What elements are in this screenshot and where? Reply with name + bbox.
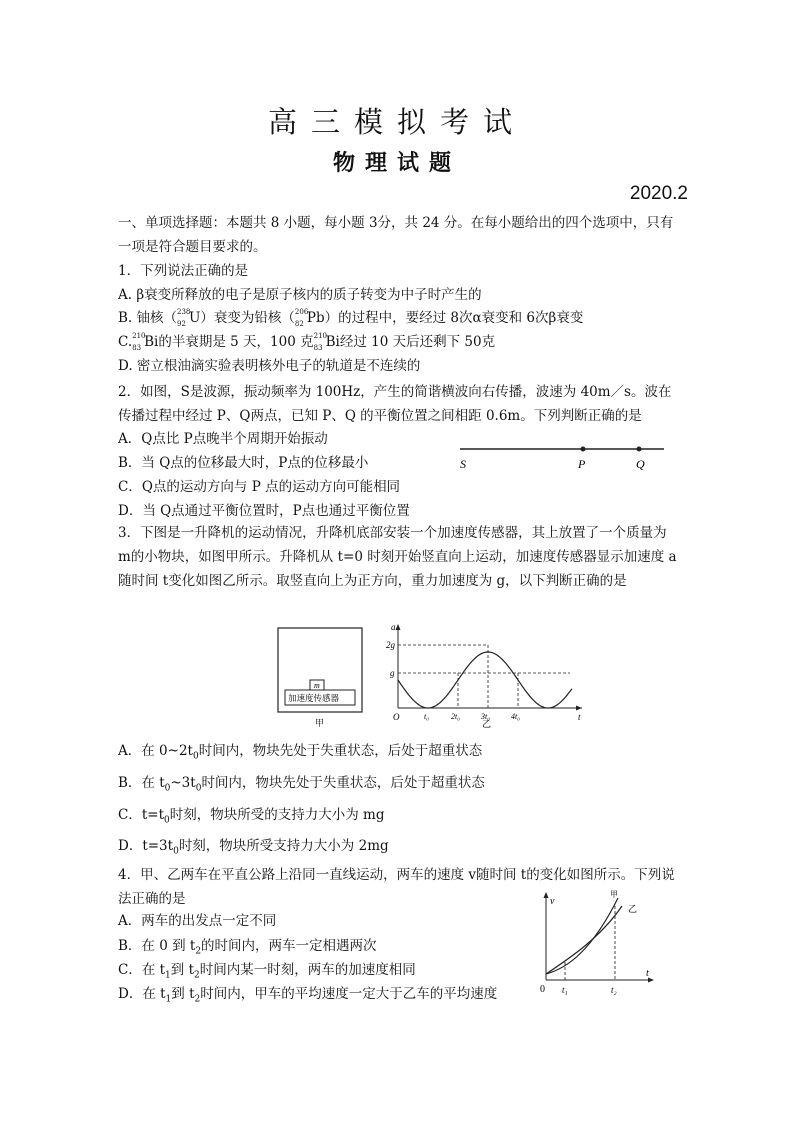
q2-option-c: C．Q点的运动方向与 P 点的运动方向可能相同 [118, 479, 401, 495]
pb-symbol: Pb [306, 310, 325, 326]
q3-option-b [118, 774, 678, 798]
q3-d-pre: D．t=3t [118, 838, 174, 854]
q3-a-post: 时间内，物块先处于失重状态，后处于超重状态 [198, 743, 483, 759]
q1-b-pre: B. 铀核（ [118, 310, 178, 326]
label-p: P [578, 457, 586, 471]
q1-b-post: ）的过程中，要经过 8次α衰变和 6次β衰变 [324, 310, 584, 326]
q3-option-c [118, 806, 678, 830]
q2-option-a: A．Q点比 P点晚半个周期开始振动 [118, 431, 328, 447]
q4-stem: 4．甲、乙两车在平直公路上沿同一直线运动，两车的速度 v随时间 t的变化如图所示。下列说法正确的是 [118, 867, 675, 907]
axis-a-label: a [391, 622, 396, 632]
y-g-label: g [390, 668, 395, 678]
block-label: m [314, 681, 320, 690]
wave-figure [450, 438, 670, 474]
vt-t2: t₂ [611, 985, 617, 995]
u-number: 92 [177, 320, 186, 328]
t-axis-arrow [576, 706, 582, 711]
label-jia: 甲 [610, 890, 618, 899]
q3-option-a [118, 742, 678, 766]
acceleration-curve [398, 652, 572, 708]
tick-4t0: 4t₀ [511, 712, 521, 721]
q1-option-c [118, 333, 678, 351]
sensor-label: 加速度传感器 [288, 694, 340, 704]
label-yi: 乙 [628, 905, 638, 915]
vt-axis-v: v [550, 896, 555, 907]
sub-1: 1 [165, 994, 172, 1005]
axis-t-label: t [578, 712, 581, 722]
vt-t1: t₁ [562, 985, 568, 995]
q3-d-post: 时刻，物块所受支持力大小为 2mg [178, 838, 389, 854]
sub-0: 0 [195, 783, 202, 794]
q1-c-pre: C. [118, 334, 133, 350]
q4-b-post: 的时间内，两车一定相遇两次 [201, 938, 377, 954]
origin-label: O [393, 712, 400, 722]
q1-b-mid: ）衰变为铅核（ [200, 310, 295, 326]
bi-mass: 210 [132, 332, 146, 340]
bi-number: 83 [132, 344, 142, 352]
vt-v-arrow [544, 892, 549, 898]
curve-jia [546, 898, 618, 974]
q1-c-post: 经过 10 天后还剩下 50克 [339, 334, 496, 350]
bi-symbol: Bi [144, 334, 159, 350]
u-mass: 238 [177, 308, 191, 316]
sub-1: 1 [165, 970, 171, 981]
sub-0: 0 [164, 815, 170, 826]
point-q-dot [637, 447, 642, 452]
tick-3t0: 3t₀ [481, 712, 491, 721]
sub-0: 0 [192, 751, 199, 762]
q4-option-a: A．两车的出发点一定不同 [118, 913, 277, 929]
q3-c-pre: C．t=t [118, 807, 164, 823]
vt-origin: 0 [540, 984, 545, 995]
bi-symbol: Bi [325, 334, 340, 350]
sub-2: 2 [194, 970, 200, 981]
tick-t0: t₀ [424, 712, 430, 721]
uranium-nuclide [177, 308, 201, 328]
q4-d-mid: 到 t [171, 986, 195, 1002]
page-subtitle: 物理试题 [332, 150, 461, 176]
q4-c-pre: C．在 t [118, 962, 166, 978]
bismuth-nuclide-1 [132, 332, 159, 352]
bi-number: 83 [313, 344, 323, 352]
q4-c-mid: 到 t [170, 962, 194, 978]
tick-2t0: 2t₀ [451, 712, 461, 721]
pb-number: 82 [294, 320, 304, 328]
caption-yi: 乙 [482, 720, 492, 730]
q4-d-pre: D．在 t [118, 986, 166, 1002]
q3-b-post: 时间内，物块先处于失重状态，后处于超重状态 [201, 775, 485, 791]
q3-b-pre: B．在 t [118, 775, 165, 791]
q3-a-pre: A．在 0~2t [118, 743, 193, 759]
q4-d-post: 时间内，甲车的平均速度一定大于乙车的平均速度 [200, 986, 498, 1002]
q2-stem: 2．如图，S是波源，振动频率为 100Hz，产生的简谐横波向右传播，波速为 40m／s。波在传播过程中经过 P、Q两点，已知 P、Q 的平衡位置之间相距 0.6m。下列判断正确的是 [118, 384, 672, 424]
q3-option-d [118, 837, 678, 861]
point-p-dot [581, 447, 586, 452]
lead-nuclide [294, 308, 325, 328]
q4-b-pre: B．在 0 到 t [118, 938, 196, 954]
q1-option-d: D. 密立根油滴实验表明核外电子的轨道是不连续的 [118, 358, 421, 374]
exam-date: 2020.2 [629, 183, 688, 204]
page-title: 高三模拟考试 [267, 105, 526, 139]
q2-option-b: B．当 Q点的位移最大时，P点的位移最小 [118, 455, 369, 471]
q3-b-mid: ~3t [170, 775, 196, 791]
q1-option-a: A. β衰变所释放的电子是原子核内的质子转变为中子时产生的 [118, 287, 482, 303]
line-yi [546, 906, 622, 974]
velocity-figure [530, 888, 660, 1000]
q1-stem: 1．下列说法正确的是 [118, 263, 249, 279]
q3-c-post: 时刻，物块所受的支持力大小为 mg [169, 807, 385, 823]
pb-mass: 206 [294, 308, 309, 316]
elevator-figure [270, 620, 590, 730]
sub-2: 2 [194, 994, 201, 1005]
sub-2: 2 [195, 946, 202, 957]
q2-option-d: D．当 Q点通过平衡位置时，P点也通过平衡位置 [118, 503, 410, 519]
u-symbol: U [189, 310, 201, 326]
q4-c-post: 时间内某一时刻，两车的加速度相同 [199, 962, 416, 978]
sub-0: 0 [164, 783, 171, 794]
label-q: Q [636, 457, 645, 471]
y-2g-label: 2g [386, 640, 395, 650]
q3-stem: 3．下图是一升降机的运动情况，升降机底部安装一个加速度传感器，其上放置了一个质量为 m的小物块，如图甲所示。升降机从 t=0 时刻开始竖直向上运动，加速度传感器显示加速度 a随时间 t变化如图乙所示。取竖直向上为正方向，重力加速度为 g，以下判断正确的是 [118, 525, 677, 589]
q1-c-mid: 的半衰期是 5 天，100 克 [158, 334, 314, 350]
q1-option-b [118, 309, 678, 327]
bi-mass: 210 [313, 332, 327, 340]
a-axis-arrow [396, 624, 401, 630]
caption-jia: 甲 [315, 719, 325, 729]
label-s: S [460, 457, 466, 471]
vt-axis-t: t [646, 968, 649, 979]
bismuth-nuclide-2 [313, 332, 340, 352]
vt-t-arrow [648, 978, 654, 983]
sub-0: 0 [173, 846, 179, 857]
section-intro: 一、单项选择题：本题共 8 小题，每小题 3分，共 24 分。在每小题给出的四个选项中，只有一项是符合题目要求的。 [118, 215, 674, 255]
